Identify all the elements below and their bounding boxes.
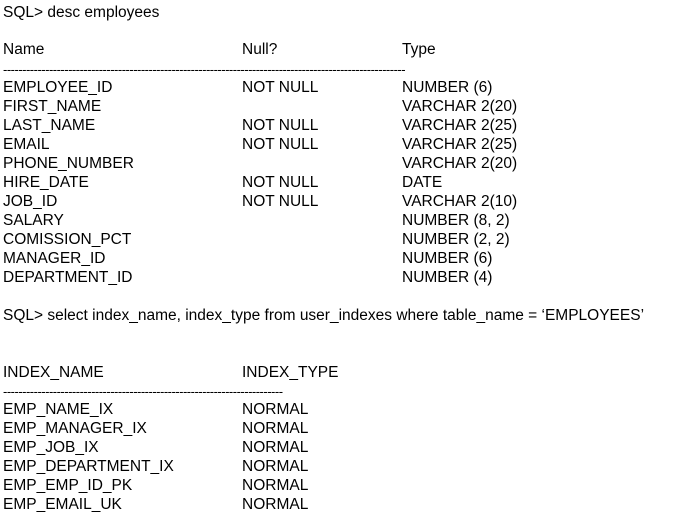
index-name: EMP_EMP_ID_PK bbox=[3, 477, 133, 494]
desc-separator: --------------------------------------------------------------------------------------------------------- bbox=[3, 65, 406, 75]
column-type: NUMBER (2, 2) bbox=[402, 231, 510, 248]
column-name: SALARY bbox=[3, 212, 64, 229]
column-null: NOT NULL bbox=[242, 174, 319, 191]
column-type: VARCHAR 2(20) bbox=[402, 98, 518, 115]
column-type: VARCHAR 2(10) bbox=[402, 193, 518, 210]
column-name: COMISSION_PCT bbox=[3, 231, 132, 248]
index-name: EMP_NAME_IX bbox=[3, 401, 114, 418]
index-type: NORMAL bbox=[242, 496, 309, 513]
index-separator: ------------------------------------------------------------------------- bbox=[3, 387, 283, 397]
column-name: PHONE_NUMBER bbox=[3, 155, 134, 172]
index-type: NORMAL bbox=[242, 477, 309, 494]
column-name: HIRE_DATE bbox=[3, 174, 89, 191]
index-type: NORMAL bbox=[242, 420, 309, 437]
column-type: VARCHAR 2(20) bbox=[402, 155, 518, 172]
header-name: Name bbox=[3, 41, 45, 58]
column-name: LAST_NAME bbox=[3, 117, 96, 134]
column-type: DATE bbox=[402, 174, 443, 191]
header-index-type: INDEX_TYPE bbox=[242, 364, 339, 381]
column-type: NUMBER (4) bbox=[402, 269, 493, 286]
index-name: EMP_DEPARTMENT_IX bbox=[3, 458, 174, 475]
column-type: VARCHAR 2(25) bbox=[402, 117, 518, 134]
column-name: JOB_ID bbox=[3, 193, 58, 210]
header-null: Null? bbox=[242, 41, 278, 58]
column-type: NUMBER (8, 2) bbox=[402, 212, 510, 229]
column-name: DEPARTMENT_ID bbox=[3, 269, 133, 286]
column-null: NOT NULL bbox=[242, 117, 319, 134]
index-name: EMP_MANAGER_IX bbox=[3, 420, 147, 437]
sql-command-select: SQL> select index_name, index_type from user_indexes where table_name = ‘EMPLOYEES’ bbox=[3, 307, 645, 324]
column-null: NOT NULL bbox=[242, 79, 319, 96]
column-null: NOT NULL bbox=[242, 193, 319, 210]
column-null: NOT NULL bbox=[242, 136, 319, 153]
index-type: NORMAL bbox=[242, 401, 309, 418]
column-type: NUMBER (6) bbox=[402, 79, 493, 96]
header-type: Type bbox=[402, 41, 436, 58]
column-name: EMAIL bbox=[3, 136, 50, 153]
index-name: EMP_EMAIL_UK bbox=[3, 496, 122, 513]
column-type: NUMBER (6) bbox=[402, 250, 493, 267]
column-name: MANAGER_ID bbox=[3, 250, 106, 267]
index-name: EMP_JOB_IX bbox=[3, 439, 99, 456]
column-type: VARCHAR 2(25) bbox=[402, 136, 518, 153]
sql-command-desc: SQL> desc employees bbox=[3, 4, 160, 21]
index-type: NORMAL bbox=[242, 439, 309, 456]
column-name: FIRST_NAME bbox=[3, 98, 102, 115]
index-type: NORMAL bbox=[242, 458, 309, 475]
header-index-name: INDEX_NAME bbox=[3, 364, 104, 381]
column-name: EMPLOYEE_ID bbox=[3, 79, 113, 96]
